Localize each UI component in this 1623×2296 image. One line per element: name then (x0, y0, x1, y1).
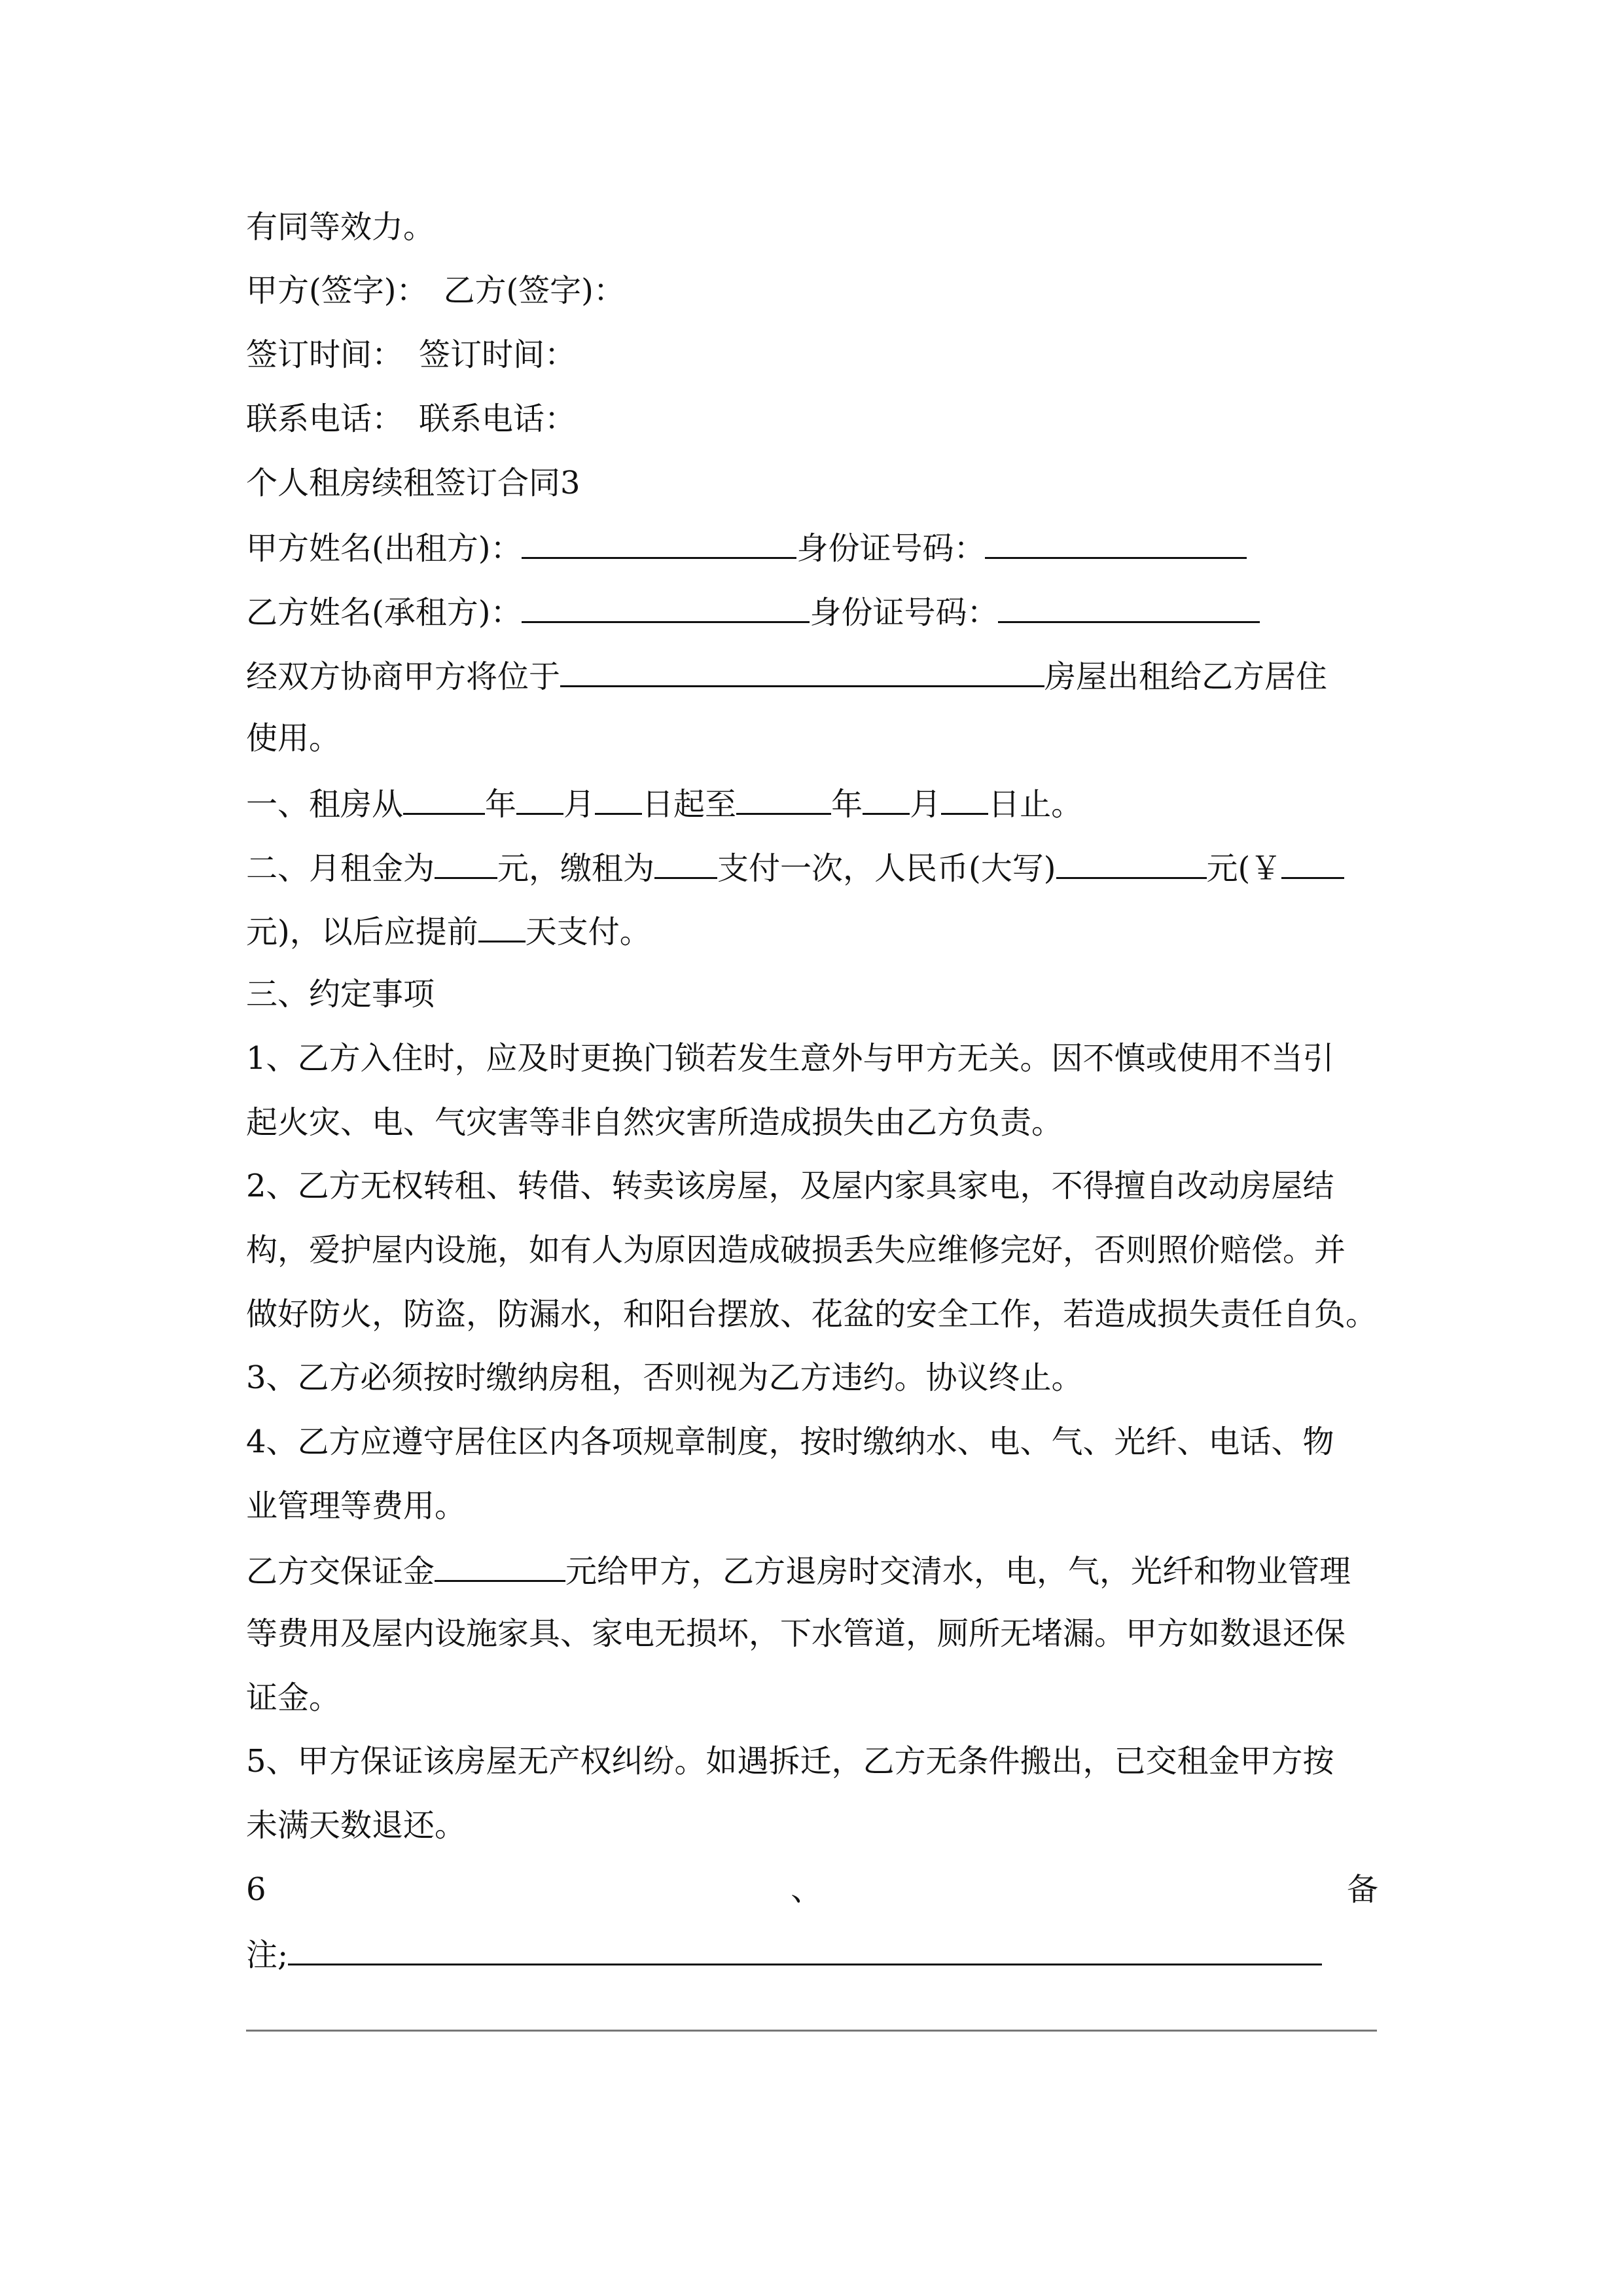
fill-blank (522, 527, 796, 559)
clause-line: 未满天数退还。 (246, 1807, 467, 1844)
clause-line: 证金。 (246, 1679, 341, 1716)
remarks-line (246, 1933, 1378, 1975)
fill-blank (288, 1933, 1322, 1965)
rent-line (246, 847, 1378, 888)
fill-blank (1056, 847, 1207, 879)
text: 元(￥ (1206, 850, 1282, 887)
text-line: 有同等效力。 (246, 209, 435, 245)
fill-blank (560, 655, 1044, 687)
clause-line: 4、乙方应遵守居住区内各项规章制度，按时缴纳水、电、气、光纤、电话、物 (246, 1424, 1334, 1460)
text: 、 (791, 1871, 823, 1908)
text: 房屋出租给乙方居住 (1044, 658, 1328, 695)
sign-date-line: 签订时间： 签订时间： (246, 336, 577, 373)
fill-blank (516, 783, 563, 815)
text: 一、租房从 (246, 786, 404, 823)
fill-blank (595, 783, 642, 815)
label: 身份证号码： (796, 530, 986, 567)
fill-blank (435, 847, 497, 879)
clause-line: 等费用及屋内设施家具、家电无损坏，下水管道，厕所无堵漏。甲方如数退还保 (246, 1615, 1346, 1652)
fill-blank (522, 591, 810, 623)
text: 日止。 (988, 786, 1083, 823)
tenant-line (246, 591, 1378, 632)
payment-line (246, 910, 1378, 952)
text: 天支付。 (525, 914, 651, 950)
phone-line: 联系电话： 联系电话： (246, 401, 577, 437)
fill-blank (478, 910, 526, 942)
deposit-line (246, 1550, 1378, 1591)
text: 经双方协商甲方将位于 (246, 658, 561, 695)
clause-line: 2、乙方无权转租、转借、转卖该房屋，及屋内家具家电，不得擅自改动房屋结 (246, 1168, 1334, 1204)
text: 二、月租金为 (246, 850, 435, 887)
text: 备 (1346, 1871, 1378, 1908)
signature-line: 甲方(签字)： 乙方(签字)： (246, 272, 625, 309)
fill-blank (1281, 847, 1344, 879)
text: 月 (563, 786, 596, 823)
text-line: 使用。 (246, 720, 341, 757)
text: 元给甲方，乙方退房时交清水，电，气，光纤和物业管理 (565, 1553, 1351, 1590)
label: 甲方姓名(出租方)： (246, 530, 522, 567)
text: 年 (831, 786, 863, 823)
contract-title: 个人租房续租签订合同3 (246, 465, 580, 501)
label: 注; (246, 1937, 289, 1973)
fill-blank (435, 1550, 565, 1582)
text: 年 (485, 786, 517, 823)
item-6-line (246, 1870, 1378, 1909)
text: 支付一次，人民币(大写) (717, 850, 1056, 887)
clause-line: 5、甲方保证该房屋无产权纠纷。如遇拆迁，乙方无条件搬出，已交租金甲方按 (246, 1743, 1334, 1780)
term-line (246, 783, 1378, 824)
clause-line: 做好防火，防盗，防漏水，和阳台摆放、花盆的安全工作，若造成损失责任自负。 (246, 1296, 1378, 1333)
fill-blank (863, 783, 910, 815)
divider (246, 2030, 1377, 2032)
label: 身份证号码： (810, 594, 999, 631)
label: 乙方姓名(承租方)： (246, 594, 522, 631)
text: 乙方交保证金 (246, 1553, 435, 1590)
fill-blank (998, 591, 1260, 623)
fill-blank (403, 783, 485, 815)
text: 日起至 (642, 786, 737, 823)
clause-line: 构，爱护屋内设施，如有人为原因造成破损丢失应维修完好，否则照价赔偿。并 (246, 1232, 1346, 1268)
fill-blank (941, 783, 988, 815)
fill-blank (985, 527, 1247, 559)
property-line (246, 655, 1378, 696)
landlord-line (246, 527, 1378, 568)
clause-line: 起火灾、电、气灾害等非自然灾害所造成损失由乙方负责。 (246, 1104, 1063, 1141)
fill-blank (736, 783, 831, 815)
clause-line: 业管理等费用。 (246, 1488, 467, 1524)
clause-line: 3、乙方必须按时缴纳房租，否则视为乙方违约。协议终止。 (246, 1359, 1083, 1396)
fill-blank (654, 847, 717, 879)
section-heading: 三、约定事项 (246, 976, 435, 1013)
text: 元，缴租为 (497, 850, 655, 887)
clause-line: 1、乙方入住时，应及时更换门锁若发生意外与甲方无关。因不慎或使用不当引 (246, 1040, 1334, 1077)
text: 月 (910, 786, 942, 823)
text: 元)，以后应提前 (246, 914, 478, 950)
text: 6 (246, 1871, 266, 1908)
